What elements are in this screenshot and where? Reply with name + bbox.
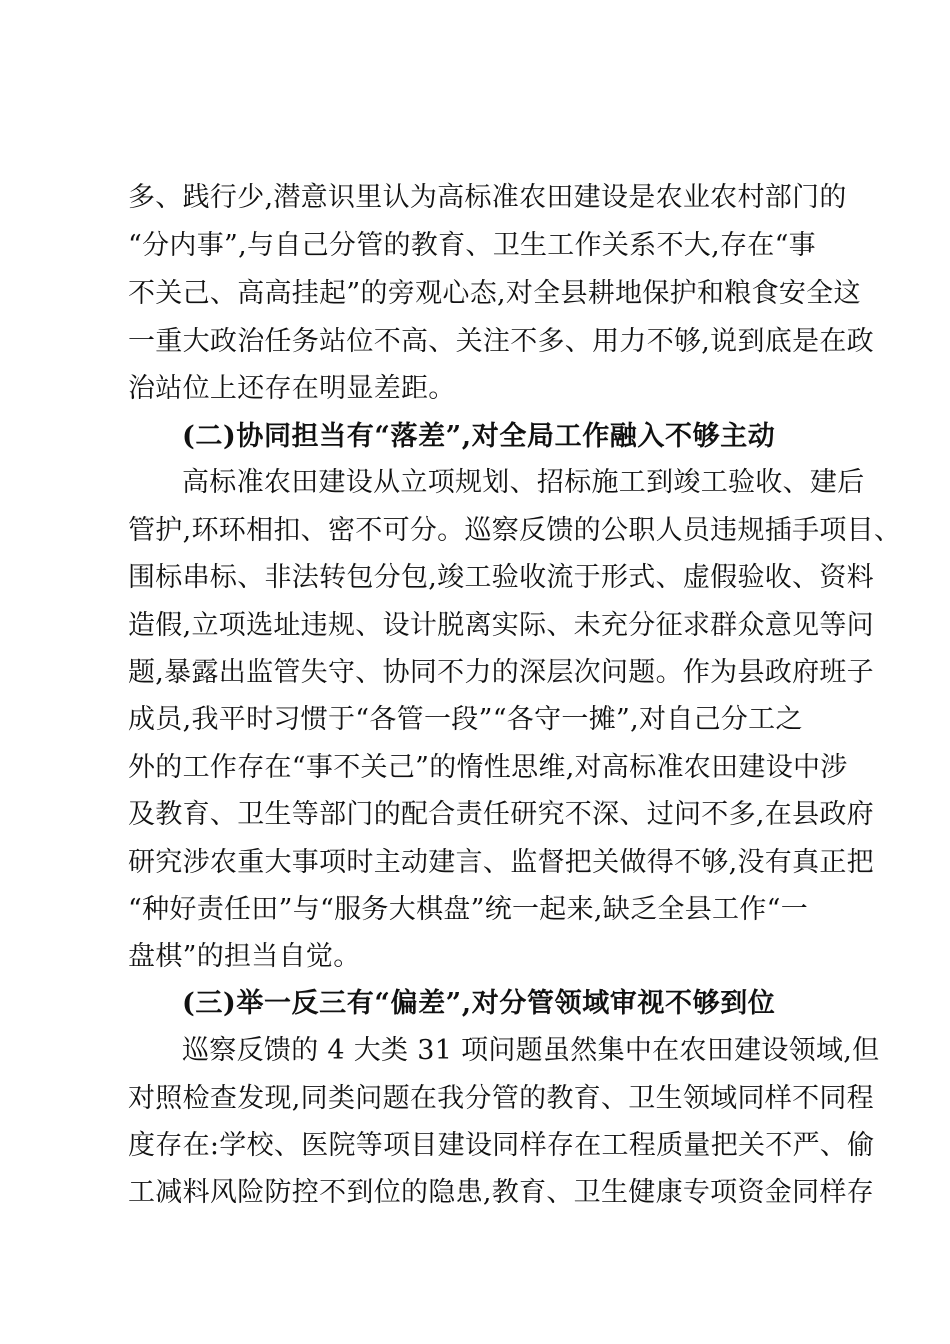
paragraph-2-line-6: 成员,我平时习惯于“各管一段”“各守一摊”,对自己分工之 xyxy=(128,704,803,735)
paragraph-3-line-2: 对照检查发现,同类问题在我分管的教育、卫生领域同样不同程 xyxy=(128,1083,874,1114)
paragraph-1-line-3: 不关己、高高挂起”的旁观心态,对全县耕地保护和粮食安全这 xyxy=(128,278,861,309)
paragraph-2-line-3: 围标串标、非法转包分包,竣工验收流于形式、虚假验收、资料 xyxy=(128,562,874,593)
section-heading-3: (三)举一反三有“偏差”,对分管领域审视不够到位 xyxy=(182,988,776,1019)
paragraph-2-line-10: “种好责任田”与“服务大棋盘”统一起来,缺乏全县工作“一 xyxy=(128,894,808,925)
paragraph-1-line-5: 治站位上还存在明显差距。 xyxy=(128,373,456,404)
paragraph-2-line-2: 管护,环环相扣、密不可分。巡察反馈的公职人员违规插手项目、 xyxy=(128,515,902,546)
paragraph-2-line-1: 高标准农田建设从立项规划、招标施工到竣工验收、建后 xyxy=(182,467,865,498)
section-heading-2: (二)协同担当有“落差”,对全局工作融入不够主动 xyxy=(182,421,776,452)
paragraph-2-line-9: 研究涉农重大事项时主动建言、监督把关做得不够,没有真正把 xyxy=(128,847,874,878)
paragraph-3-line-4: 工减料风险防控不到位的隐患,教育、卫生健康专项资金同样存 xyxy=(128,1177,874,1208)
paragraph-3-line-1: 巡察反馈的 4 大类 31 项问题虽然集中在农田建设领域,但 xyxy=(182,1035,880,1066)
paragraph-2-line-7: 外的工作存在“事不关己”的惰性思维,对高标准农田建设中涉 xyxy=(128,752,848,783)
paragraph-1-line-1: 多、践行少,潜意识里认为高标准农田建设是农业农村部门的 xyxy=(128,182,847,213)
paragraph-1-line-4: 一重大政治任务站位不高、关注不多、用力不够,说到底是在政 xyxy=(128,326,874,357)
paragraph-2-line-5: 题,暴露出监管失守、协同不力的深层次问题。作为县政府班子 xyxy=(128,657,874,688)
paragraph-3-line-3: 度存在:学校、医院等项目建设同样存在工程质量把关不严、偷 xyxy=(128,1130,875,1161)
paragraph-2-line-8: 及教育、卫生等部门的配合责任研究不深、过问不多,在县政府 xyxy=(128,799,874,830)
paragraph-2-line-11: 盘棋”的担当自觉。 xyxy=(128,941,361,972)
paragraph-1-line-2: “分内事”,与自己分管的教育、卫生工作关系不大,存在“事 xyxy=(128,230,816,261)
paragraph-2-line-4: 造假,立项选址违规、设计脱离实际、未充分征求群众意见等问 xyxy=(128,610,874,641)
